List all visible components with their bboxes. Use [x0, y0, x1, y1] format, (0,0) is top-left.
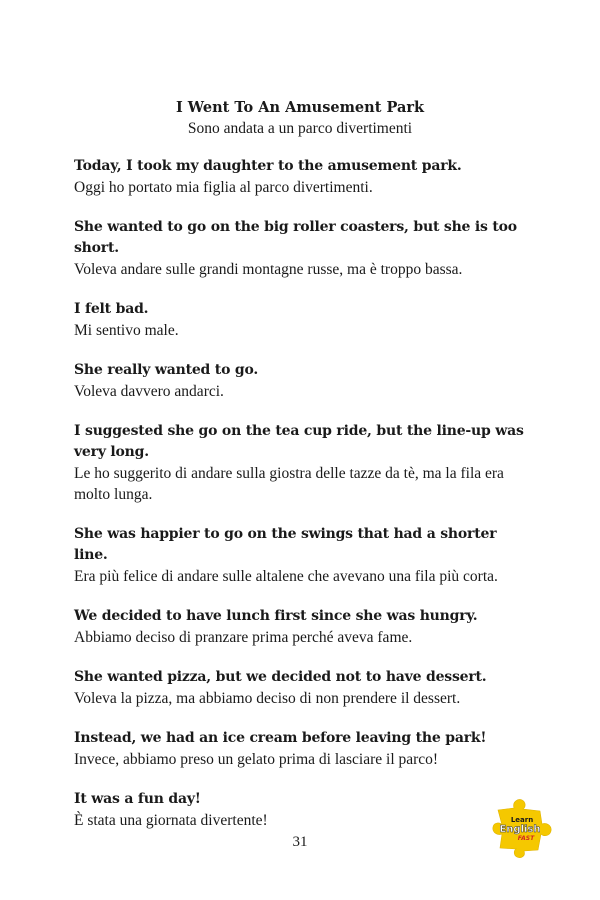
- sentence-pair: [74, 524, 534, 587]
- sentence-pair: [74, 728, 534, 770]
- page-title: I Went To An Amusement Park: [175, 99, 425, 116]
- page-number: 31: [292, 834, 308, 850]
- english-sentence: She was happier to go on the swings that had a shorter line.: [74, 526, 497, 563]
- italian-translation: Mi sentivo male.: [74, 322, 179, 339]
- sentence-list: [74, 156, 534, 850]
- sentence-pair: [74, 667, 534, 709]
- italian-translation: È stata una giornata divertente!: [74, 812, 268, 829]
- italian-translation: Voleva davvero andarci.: [74, 383, 224, 400]
- english-sentence: Instead, we had an ice cream before leaving the park!: [74, 730, 487, 746]
- italian-translation: Voleva la pizza, ma abbiamo deciso di non prendere il dessert.: [74, 690, 461, 707]
- english-sentence: It was a fun day!: [74, 791, 201, 807]
- learn-english-fast-logo: [488, 796, 556, 860]
- sentence-pair: [74, 156, 534, 198]
- italian-translation: Era più felice di andare sulle altalene che avevano una fila più corta.: [74, 568, 498, 585]
- italian-translation: Oggi ho portato mia figlia al parco divertimenti.: [74, 179, 373, 196]
- italian-translation: Le ho suggerito di andare sulla giostra delle tazze da tè, ma la fila era molto lunga.: [74, 465, 504, 503]
- sentence-pair: [74, 360, 534, 402]
- logo-line2: English: [499, 824, 541, 835]
- english-sentence: She really wanted to go.: [74, 362, 259, 378]
- sentence-pair: [74, 299, 534, 341]
- logo-line3: FAST: [517, 835, 535, 842]
- italian-translation: Voleva andare sulle grandi montagne russe, ma è troppo bassa.: [74, 261, 463, 278]
- page-subtitle: Sono andata a un parco divertimenti: [187, 120, 413, 137]
- title-block: [0, 98, 600, 140]
- sentence-pair: [74, 217, 534, 280]
- sentence-pair: [74, 789, 534, 831]
- italian-translation: Invece, abbiamo preso un gelato prima di lasciare il parco!: [74, 751, 439, 768]
- logo-line1: Learn: [510, 816, 534, 824]
- english-sentence: We decided to have lunch first since she was hungry.: [74, 608, 478, 624]
- puzzle-piece-icon: [488, 796, 556, 860]
- english-sentence: I suggested she go on the tea cup ride, but the line-up was very long.: [74, 423, 524, 460]
- italian-translation: Abbiamo deciso di pranzare prima perché aveva fame.: [74, 629, 413, 646]
- english-sentence: She wanted pizza, but we decided not to have dessert.: [74, 669, 487, 685]
- english-sentence: I felt bad.: [74, 301, 149, 317]
- english-sentence: She wanted to go on the big roller coasters, but she is too short.: [74, 219, 517, 256]
- english-sentence: Today, I took my daughter to the amusement park.: [74, 158, 462, 174]
- sentence-pair: [74, 421, 534, 505]
- sentence-pair: [74, 606, 534, 648]
